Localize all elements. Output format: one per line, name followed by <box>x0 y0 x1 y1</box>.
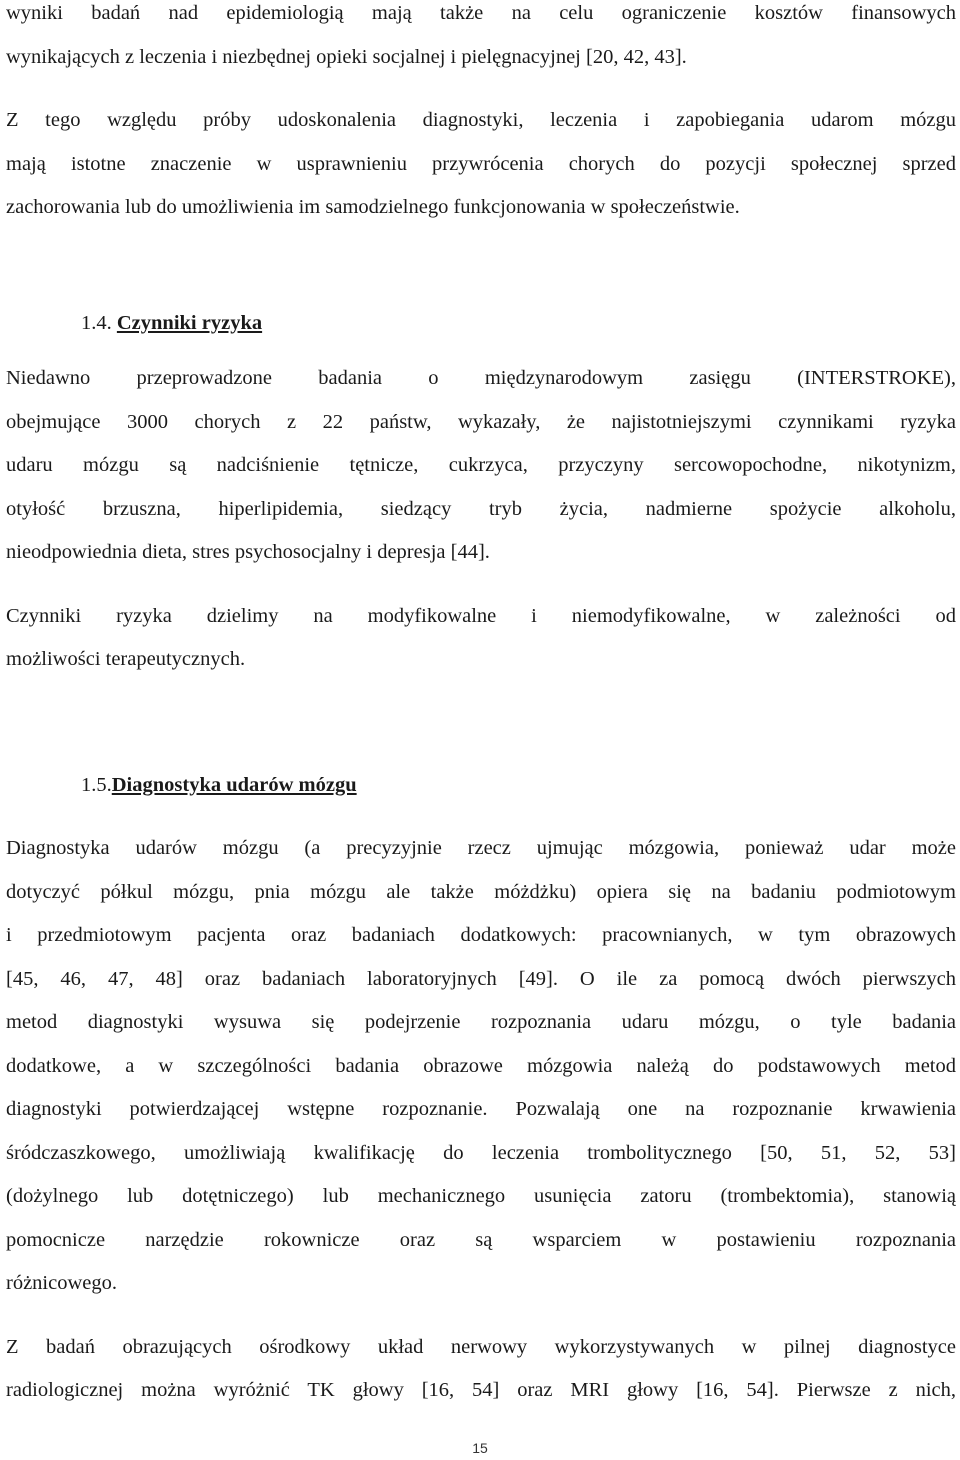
paragraph-spacer <box>6 575 956 595</box>
text-line: pomocnicze narzędzie rokownicze oraz są wsparciem w postawieniu rozpoznania <box>6 1228 956 1251</box>
section-spacer <box>6 682 956 764</box>
text-line: diagnostyki potwierdzającej wstępne rozpoznanie. Pozwalają one na rozpoznanie krwawienia <box>6 1098 956 1120</box>
section-title: Diagnostyka udarów mózgu <box>111 773 357 796</box>
section-number: 1.4. <box>81 311 112 334</box>
paragraph-imaging <box>6 1326 956 1413</box>
paragraph-spacer <box>6 79 956 99</box>
text-line: udaru mózgu są nadciśnienie tętnicze, cukrzyca, przyczyny sercowopochodne, nikotynizm, <box>6 454 956 476</box>
text-line: dotyczyć półkul mózgu, pnia mózgu ale także móżdżku) opiera się na badaniu podmiotowym <box>6 880 956 903</box>
text-line: Czynniki ryzyka dzielimy na modyfikowalne i niemodyfikowalne, w zależności od <box>6 604 956 627</box>
text-line: wyniki badań nad epidemiologią mają także na celu ograniczenie kosztów finansowych <box>6 2 956 24</box>
text-line: możliwości terapeutycznych. <box>6 648 246 670</box>
paragraph-spacer <box>6 1306 956 1326</box>
text-line: nieodpowiednia dieta, stres psychosocjalny i depresja [44]. <box>6 541 490 563</box>
text-line: [45, 46, 47, 48] oraz badaniach laboratoryjnych [49]. O ile za pomocą dwóch pierwszych <box>6 967 956 990</box>
text-line: Z badań obrazujących ośrodkowy układ nerwowy wykorzystywanych w pilnej diagnostyce <box>6 1335 956 1358</box>
text-line: Diagnostyka udarów mózgu (a precyzyjnie rzecz ujmując mózgowia, ponieważ udar może <box>6 837 956 859</box>
text-line: mają istotne znaczenie w usprawnieniu przywrócenia chorych do pozycji społecznej sprzed <box>6 152 956 175</box>
page-number: 15 <box>472 1440 488 1456</box>
text-line: obejmujące 3000 chorych z 22 państw, wykazały, że najistotniejszymi czynnikami ryzyka <box>6 410 956 433</box>
text-line: zachorowania lub do umożliwienia im samodzielnego funkcjonowania w społeczeństwie. <box>6 196 740 218</box>
text-line: metod diagnostyki wysuwa się podejrzenie rozpoznania udaru mózgu, o tyle badania <box>6 1011 956 1033</box>
section-number: 1.5. <box>81 773 112 796</box>
text-line: Niedawno przeprowadzone badania o międzynarodowym zasięgu (INTERSTROKE), <box>6 367 956 389</box>
document-page <box>6 0 956 1413</box>
paragraph-interstroke <box>6 357 956 575</box>
text-line: otyłość brzuszna, hiperlipidemia, siedzący tryb życia, nadmierne spożycie alkoholu, <box>6 497 956 520</box>
text-line: dodatkowe, a w szczególności badania obrazowe mózgowia należą do podstawowych metod <box>6 1054 956 1077</box>
text-line: śródczaszkowego, umożliwiają kwalifikację do leczenia trombolitycznego [50, 51, 52, 53] <box>6 1141 956 1164</box>
text-line: (dożylnego lub dotętniczego) lub mechanicznego usunięcia zatoru (trombektomia), stanowią <box>6 1185 956 1207</box>
heading-spacer <box>6 807 956 827</box>
paragraph-intro-tail <box>6 0 956 79</box>
section-heading-diagnostics <box>6 764 956 808</box>
text-line: wynikających z leczenia i niezbędnej opieki socjalnej i pielęgnacyjnej [20, 42, 43]. <box>6 45 687 68</box>
heading-spacer <box>6 345 956 357</box>
paragraph-division <box>6 595 956 682</box>
text-line: radiologicznej można wyróżnić TK głowy [16, 54] oraz MRI głowy [16, 54]. Pierwsze z nich, <box>6 1379 956 1401</box>
text-line: Z tego względu próby udoskonalenia diagnostyki, leczenia i zapobiegania udarom mózgu <box>6 109 956 131</box>
section-heading-risk-factors <box>6 302 956 346</box>
paragraph-diagnostics <box>6 827 956 1306</box>
section-title: Czynniki ryzyka <box>116 311 263 334</box>
text-line: i przedmiotowym pacjenta oraz badaniach dodatkowych: pracownianych, w tym obrazowych <box>6 924 956 946</box>
text-line: różnicowego. <box>6 1272 117 1294</box>
paragraph-improvement <box>6 99 956 230</box>
section-spacer <box>6 230 956 302</box>
